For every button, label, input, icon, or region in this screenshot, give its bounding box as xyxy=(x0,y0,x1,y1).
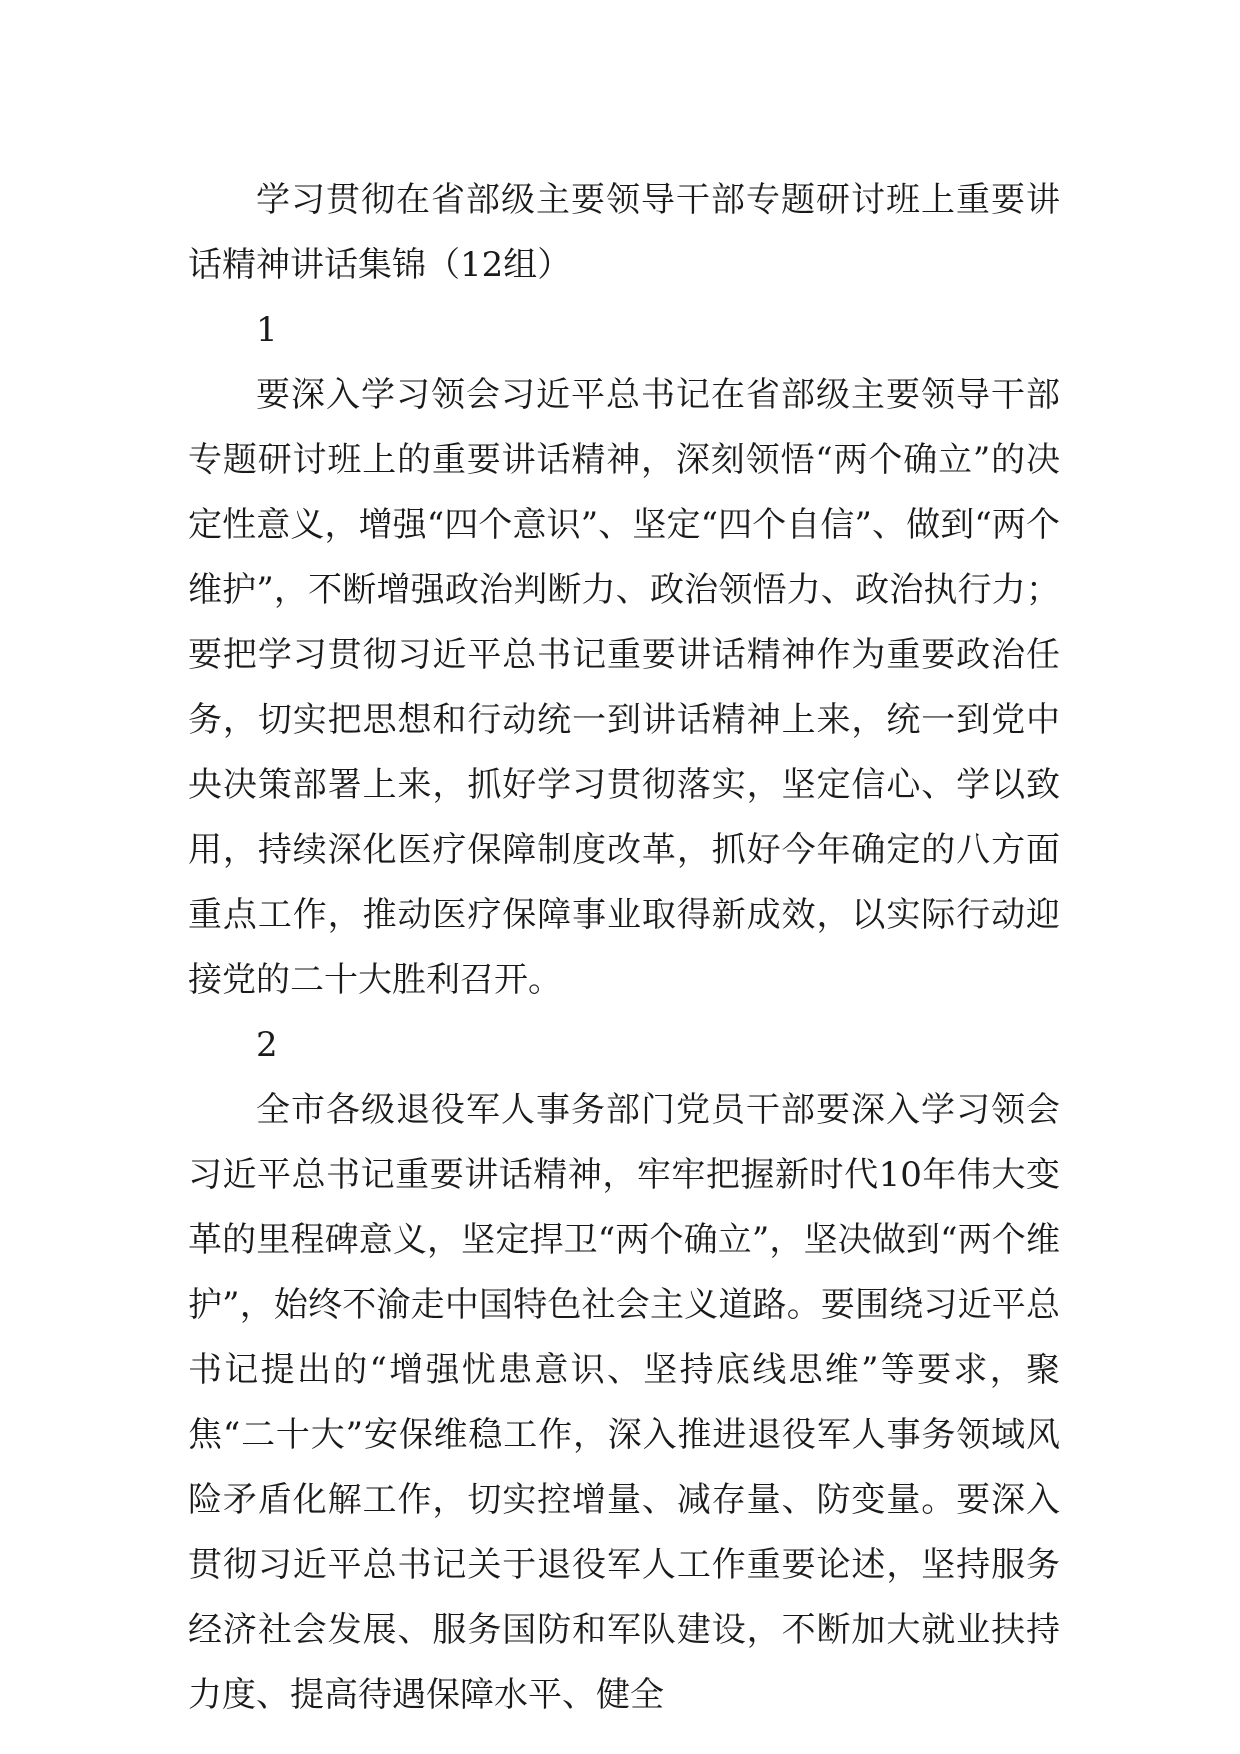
document-body xyxy=(188,168,1060,1728)
document-title: 学习贯彻在省部级主要领导干部专题研讨班上重要讲话精神讲话集锦（12组） xyxy=(188,180,1060,285)
section-number: 1 xyxy=(256,310,278,350)
section-paragraph: 要深入学习领会习近平总书记在省部级主要领导干部专题研讨班上的重要讲话精神，深刻领悟“两个确立”的决定性意义，增强“四个意识”、坚定“四个自信”、做到“两个维护”，不断增强政治判断力、政治领悟力、政治执行力；要把学习贯彻习近平总书记重要讲话精神作为重要政治任务，切实把思想和行动统一到讲话精神上来，统一到党中央决策部署上来，抓好学习贯彻落实，坚定信心、学以致用，持续深化医疗保障制度改革，抓好今年确定的八方面重点工作，推动医疗保障事业取得新成效，以实际行动迎接党的二十大胜利召开。 xyxy=(188,375,1060,1000)
section-paragraph: 全市各级退役军人事务部门党员干部要深入学习领会习近平总书记重要讲话精神，牢牢把握新时代10年伟大变革的里程碑意义，坚定捍卫“两个确立”，坚决做到“两个维护”，始终不渝走中国特色社会主义道路。要围绕习近平总书记提出的“增强忧患意识、坚持底线思维”等要求，聚焦“二十大”安保维稳工作，深入推进退役军人事务领域风险矛盾化解工作，切实控增量、减存量、防变量。要深入贯彻习近平总书记关于退役军人工作重要论述，坚持服务经济社会发展、服务国防和军队建设，不断加大就业扶持力度、提高待遇保障水平、健全 xyxy=(188,1090,1060,1715)
section-number: 2 xyxy=(256,1025,278,1065)
